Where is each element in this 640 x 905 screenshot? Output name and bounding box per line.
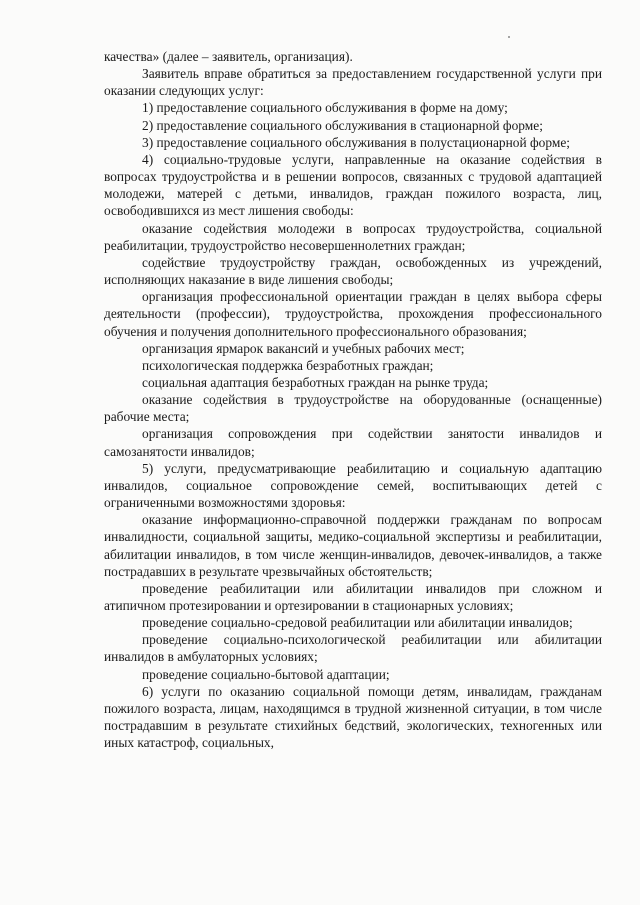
paragraph-item-5: 5) услуги, предусматривающие реабилитацию и социальную адаптацию инвалидов, социальное сопровождение семей, воспитывающих детей с ограниченными возможностями здоровья:: [104, 460, 602, 511]
scan-speck: [508, 36, 510, 38]
paragraph-subitem: оказание содействия в трудоустройстве на оборудованные (оснащенные) рабочие места;: [104, 392, 602, 425]
paragraph-item-2: 2) предоставление социального обслуживания в стационарной форме;: [142, 117, 543, 133]
paragraph-subitem: организация профессиональной ориентации граждан в целях выбора сферы деятельности (профессии), трудоустройства, прохождения профессионального обучения и получения дополнительного профессионального образования;: [104, 289, 602, 339]
paragraph-applicant-intro: Заявитель вправе обратиться за предоставлением государственной услуги при оказании следующих услуг:: [104, 66, 602, 99]
paragraph-subitem: оказание содействия молодежи в вопросах трудоустройства, социальной реабилитации, трудоустройство несовершеннолетних граждан;: [104, 220, 602, 253]
paragraph-subitem: проведение социально-психологической реабилитации или абилитации инвалидов в амбулаторных условиях;: [104, 632, 602, 665]
paragraph-item-4: 4) социально-трудовые услуги, направленные на оказание содействия в вопросах трудоустройства и в решении вопросов, связанных с трудовой адаптацией молодежи, матерей с детьми, инвалидов, граждан пожилого возраста, лиц, освободившихся из мест лишения свободы:: [104, 151, 602, 219]
paragraph-continuation: качества» (далее – заявитель, организация).: [104, 49, 353, 64]
paragraph-subitem: организация сопровождения при содействии занятости инвалидов и самозанятости инвалидов;: [104, 426, 602, 459]
paragraph-subitem: проведение реабилитации или абилитации инвалидов при сложном и атипичном протезировании и ортезировании в стационарных условиях;: [104, 580, 602, 613]
paragraph-subitem: содействие трудоустройству граждан, освобожденных из учреждений, исполняющих наказание в виде лишения свободы;: [104, 254, 602, 288]
paragraph-subitem: проведение социально-бытовой адаптации;: [142, 666, 390, 682]
document-body: [104, 48, 602, 751]
paragraph-subitem: оказание информационно-справочной поддержки гражданам по вопросам инвалидности, социальной защиты, медико-социальной экспертизы и реабилитации, абилитации инвалидов, в том числе женщин-инвалидов, девочек-инвалидов, а также пострадавших в результате чрезвычайных обстоятельств;: [104, 512, 602, 579]
paragraph-subitem: психологическая поддержка безработных граждан;: [142, 357, 434, 373]
paragraph-subitem: проведение социально-средовой реабилитации или абилитации инвалидов;: [142, 615, 573, 631]
paragraph-item-6: 6) услуги по оказанию социальной помощи детям, инвалидам, гражданам пожилого возраста, лицам, находящимся в трудной жизненной ситуации, в том числе пострадавшим в результате стихийных бедствий, экологических, техногенных или иных катастроф, социальных,: [104, 683, 602, 751]
paragraph-item-1: 1) предоставление социального обслуживания в форме на дому;: [142, 100, 508, 116]
paragraph-item-3: 3) предоставление социального обслуживания в полустационарной форме;: [142, 134, 570, 150]
paragraph-subitem: организация ярмарок вакансий и учебных рабочих мест;: [142, 340, 465, 356]
paragraph-subitem: социальная адаптация безработных граждан на рынке труда;: [142, 374, 489, 390]
